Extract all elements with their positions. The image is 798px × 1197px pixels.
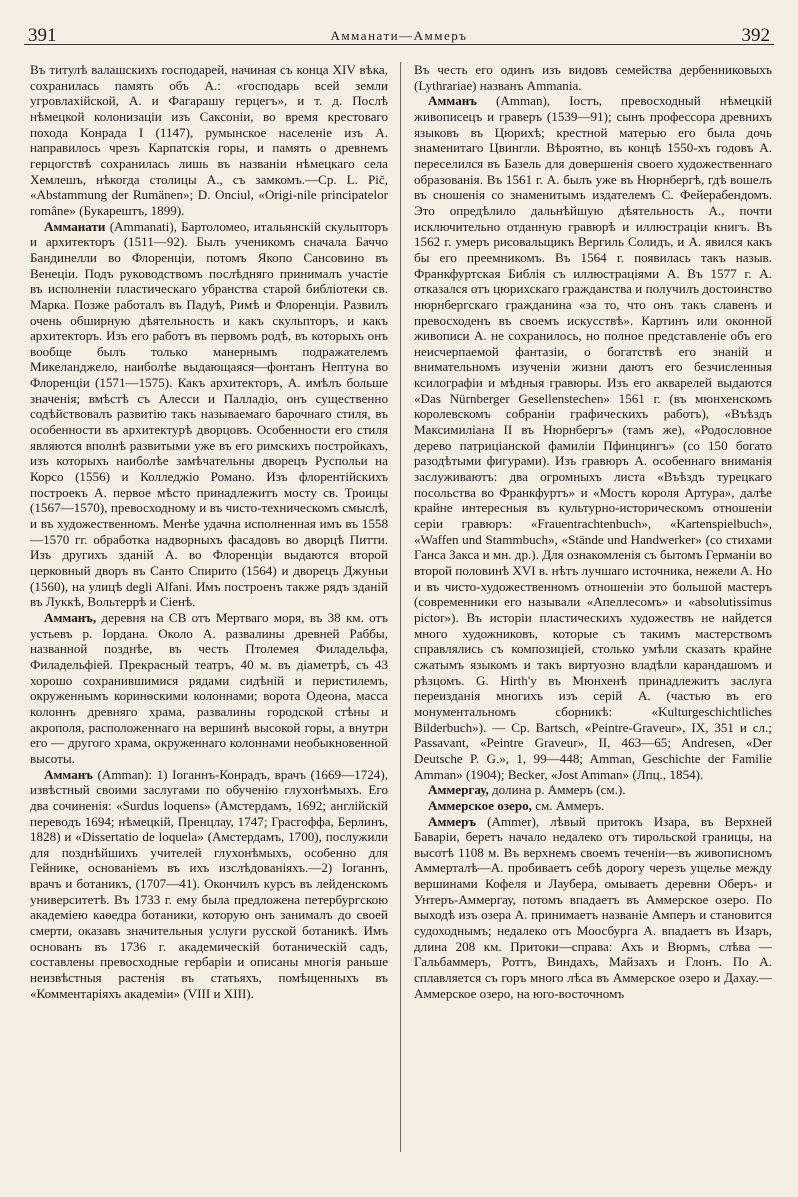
entry-headword: Аммергау, [428, 782, 489, 798]
right-column [414, 62, 772, 1001]
entry-text: Въ титулѣ валашскихъ господарей, начиная съ конца XIV вѣка, сохранилась память объ А.: «господарь всей земли угровлахійской, А. и Фагарашу герцегъ», и т. д. Послѣ нѣмецкой колонизаціи изъ Саксоніи, во время крестоваго похода Конрада I (1147), румынское населеніе изъ А. направилось чрезъ Карпатскія горы, и память о древнемъ герцогствѣ сохранилась лишь въ названіи нѣмецкаго села Хемлешъ, нѣкогда столицы А., съ замкомъ.—Ср. L. Pič, «Abstammung der Rumänen»; D. Onciul, «Origi-nile principatelor române» (Букарештъ, 1899). [30, 62, 388, 218]
column-divider [400, 62, 401, 1152]
entry-amman-village [30, 610, 388, 767]
entry-text: см. Аммеръ. [531, 797, 605, 813]
entry-ammer [414, 814, 772, 1002]
entry-headword: Амманати [44, 218, 106, 234]
entry-text: (Amman): 1) Іоганнъ-Конрадъ, врачъ (1669—1724), извѣстный своими заслугами по обученію глухонѣмыхъ. Его два сочиненія: «Surdus loquens» (Амстердамъ, 1692; англійскій переводъ 1694; нѣмецкій, Пренцлау, 1747; Грасгоффа, Берлинъ, 1828) и «Dissertatio de loquela» (Амстердамъ, 1700), послужили для позднѣйшихъ учителей глухонѣмыхъ, особенно для Гейнике, основаніемъ въ ихъ изслѣдованіяхъ.—2) Іоганнъ, врачъ и ботаникъ, (1707—41). Окончилъ курсъ въ лейденскомъ университетѣ. Въ 1733 г. ему была предложена петербургскою академіею каѳедра ботаники, которую онъ занималъ до своей смерти, оказавъ значительныя услуги русской ботаникѣ. Имъ основанъ въ 1736 г. академическій ботаническій садъ, составлены превосходные гербаріи и описаны многія раньше неизвѣстныя растенія въ статьяхъ, помѣщенныхъ въ «Комментаріяхъ академіи» (VIII и XIII). [30, 766, 388, 1001]
entry-headword: Амманъ, [44, 609, 97, 625]
entry-amman-people-continuation [414, 62, 772, 93]
entry-headword: Амманъ [44, 766, 93, 782]
entry-ammersee [414, 798, 772, 814]
entry-headword: Аммерское озеро, [428, 797, 532, 813]
page-number-right: 392 [741, 25, 770, 46]
entry-amman-people [30, 767, 388, 1002]
left-column [30, 62, 388, 1001]
entry-text: (Ammanati), Бартоломео, итальянскій скульпторъ и архитекторъ (1511—92). Былъ ученикомъ сначала Баччо Бандинелли во Флоренціи, потомъ Якопо Сансовино въ Венеціи. Подъ руководствомъ послѣдняго принималъ участіе въ исполненіи пластическаго убранства старой библіотеки св. Марка. Позже работалъ въ Падуѣ, Римѣ и Флоренціи. Развилъ очень обширную дѣятельность и какъ скульпторъ, и какъ архитекторъ. Изъ его работъ въ первомъ родѣ, въ которыхъ онъ вообще былъ только манернымъ подражателемъ Микеланджело, наиболѣе выдающаяся—фонтанъ Нептуна во Флоренціи (1571—1575). Какъ архитекторъ, А. имѣлъ больше значенія; вмѣстѣ съ Алесси и Палладіо, онъ существенно содѣйствовалъ развитію такъ называемаго барочнаго стиля, въ особенности въ архитектурѣ дворцовъ. Особенности его стиля являются вполнѣ развитыми уже въ его римскихъ постройкахъ, изъ которыхъ наиболѣе замѣчательны дворецъ Руспольи на Корсо (1556) и Колледжіо Романо. Изъ флорентійскихъ построекъ А. первое мѣсто принадлежитъ мосту св. Троицы (1567—1570), превосходному и въ чисто-техническомъ смыслѣ, и въ художественномъ. Менѣе удачна исполненная имъ въ 1558—1570 гг. обработка надворныхъ фасадовъ во дворцѣ Питти. Изъ другихъ зданій А. во Флоренціи выдаются второй церковный дворъ въ Санто Спирито (1564) и дворецъ Джуньи (1560), на улицѣ degli Alfani. Имъ построенъ также рядъ зданій въ Луккѣ, Вольтеррѣ и Сіенѣ. [30, 218, 388, 610]
page-number-left: 391 [28, 25, 57, 46]
entry-text: деревня на СВ отъ Мертваго моря, въ 38 км. отъ устьевъ р. Іордана. Около А. развалины древней Раббы, названной позднѣе, въ честь Птолемея Филадельфа, Филадельфіей. Прекрасный театръ, 40 м. въ діаметрѣ, съ 43 хорошо сохранившимися рядами сидѣній и перистилемъ, окруженнымъ коринѳскими колоннами; ворота Одеона, масса колоннъ древняго храма, развалины городской стѣны и акрополя, расположеннаго на вершинѣ высокой горы, а внутри его — другого храма, окруженнаго колоннами необыкновенной высоты. [30, 609, 388, 766]
entry-text: (Amman), Іостъ, превосходный нѣмецкій живописецъ и граверъ (1539—91); сынъ профессора древнихъ языковъ въ Цюрихѣ; крестной матерью его была дочь знаменитаго Цвингли. Вѣроятно, въ концѣ 1550-хъ годовъ А. переселился въ Базель для довершенія своего художественнаго образованія. Въ 1561 г. А. былъ уже въ Нюрнбергѣ, гдѣ вошелъ въ сношенія со знаменитымъ издателемъ С. Фейерабендомъ. Это опредѣлило дальнѣйшую дѣятельность А., почти исключительно отданную гравюрѣ и иллюстраціи книгъ. Въ 1562 г. умеръ рисовальщикъ Вергиль Солидъ, и А. явился какъ бы его преемникомъ. Въ 1564 г. появилась такъ назыв. Франкфуртская Библія съ иллюстраціями А. Въ 1577 г. А. отказался отъ цюрихскаго гражданства и получилъ достоинство нюрнбергскаго гражданина «за то, что онъ такъ славенъ и превосходенъ въ своемъ искусствѣ». Картинъ или оконной живописи А. не сохранилось, но полное представленіе объ его неисчерпаемой фантазіи, о богатствѣ его знаній и внимательномъ изученіи жизни даютъ его безчисленныя ксилографіи и мѣдныя гравюры. Изъ его акварелей выдаются «Das Nürnberger Gesellenstechen» 1561 г. (въ мюнхенскомъ королевскомъ собраніи графическихъ работъ), «Въѣздъ Максимиліана II въ Нюрнбергъ» (тамъ же), «Родословное дерево патриціанской фамиліи Пфинцингъ» (со 150 богато разодѣтыми фигурами). Изъ гравюръ А. особеннаго вниманія заслуживаютъ: два огромныхъ листа «Въѣздъ турецкаго посольства во Франкфуртъ» и «Мостъ короля Артура», далѣе крайне интересныя въ культурно-историческомъ отношеніи серіи гравюръ: «Frauentrachtenbuch», «Kartenspielbuch», «Waffen und Stammbuch», «Stände und Handwerker» (со стихами Ганса Закса и мн. др.). Для ознакомленія съ бытомъ Германіи во второй половинѣ XVI в. нѣтъ лучшаго источника, нежели А. Но и въ чисто-художественномъ отношеніи это большой мастеръ (современники его называли «Апеллесомъ» и «absolutissimus pictor»). Въ исторіи пластическихъ художествъ не найдется много художниковъ, которые съ такимъ мастерствомъ справлялись съ композиціей, столько умѣли сказать крайне сжатымъ языкомъ и такъ виртуозно владѣли карандашомъ и рѣзцомъ. G. Hirth'у въ Мюнхенѣ принадлежитъ заслуга переизданія многихъ изъ серій А. (частью въ его монументальномъ сборникѣ: «Kulturgeschichtliches Bilderbuch»). — Ср. Bartsch, «Peintre-Graveur», IX, 351 и сл.; Passavant, «Peintre Graveur», II, 463—65; Andresen, «Der Deutsche P. G.», 1, 99—448; Amman, Geschichte der Familie Amman» (1904); Becker, «Jost Amman» (Лпц., 1854). [414, 93, 772, 782]
entry-valakh-continuation [30, 62, 388, 219]
running-header [24, 20, 774, 45]
entry-headword: Аммеръ [428, 813, 477, 829]
entry-text: (Ammer), лѣвый притокъ Изара, въ Верхней Баваріи, беретъ начало недалеко отъ тирольской границы, на высотѣ 1108 м. Въ верхнемъ своемъ теченіи—въ живописномъ Аммерталѣ—А. пробиваетъ себѣ дорогу черезъ ущелье между вершинами Кофеля и Лаубера, омываетъ деревни Оберъ- и Унтеръ-Аммергау, потомъ впадаетъ въ Аммерское озеро. По выходѣ изъ озера А. принимаетъ названіе Амперъ и становится судоходнымъ; недалеко отъ Моосбурга А. впадаетъ въ Изаръ, длина 208 км. Притоки—справа: Ахъ и Вюрмъ, слѣва — Гальбаммеръ, Роттъ, Виндахъ, Майзахъ и Глонъ. По А. сплавляется съ горъ много лѣса въ Аммерское озеро и Дахау.—Аммерское озеро, на юго-восточномъ [414, 813, 772, 1001]
running-title: Амманати—Аммеръ [330, 28, 468, 43]
entry-amman-jost [414, 93, 772, 782]
entry-text: Въ честь его одинъ изъ видовъ семейства дербенниковыхъ (Lythrariae) названъ Ammania. [414, 62, 772, 93]
entry-headword: Амманъ [428, 93, 477, 109]
entry-ammanati [30, 219, 388, 610]
entry-ammergau [414, 782, 772, 798]
entry-text: долина р. Аммеръ (см.). [488, 782, 626, 798]
